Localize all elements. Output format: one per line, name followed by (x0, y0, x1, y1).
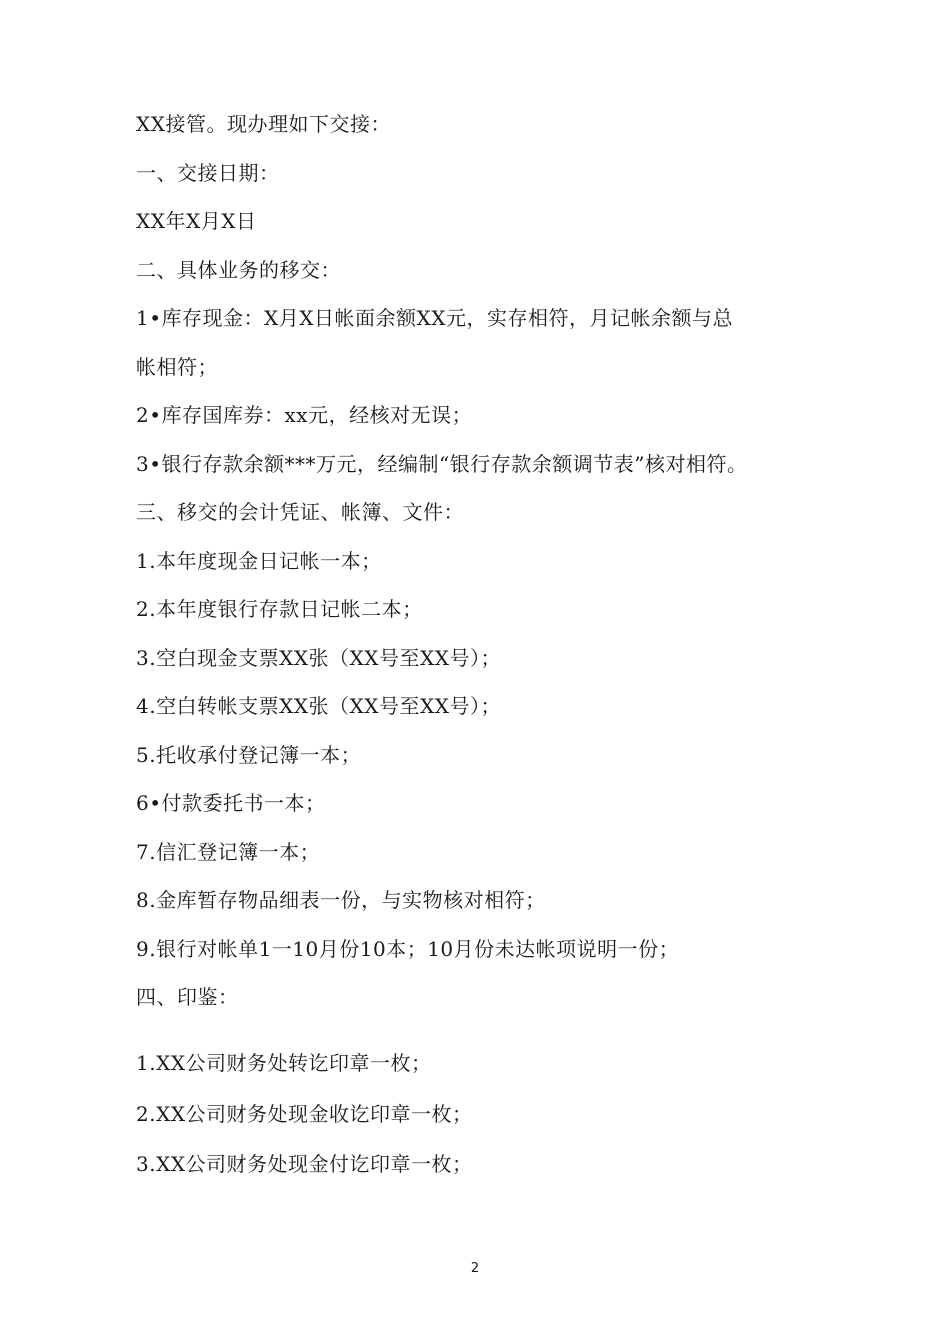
list-item: 7.信汇登记簿一本； (136, 840, 321, 864)
list-item: 6•付款委托书一本； (136, 791, 326, 815)
list-item: 1•库存现金：X月X日帐面余额XX元，实存相符，月记帐余额与总 (136, 306, 733, 330)
list-item: 3.空白现金支票XX张（XX号至XX号）； (136, 646, 502, 670)
text-line: 帐相符； (136, 355, 218, 379)
list-item: 8.金库暂存物品细表一份，与实物核对相符； (136, 888, 546, 912)
list-item: 9.银行对帐单1一10月份10本；10月份未达帐项说明一份； (136, 937, 680, 961)
section-heading: 三、移交的会计凭证、帐簿、文件： (136, 500, 464, 524)
list-item: 1.XX公司财务处转讫印章一枚； (136, 1051, 432, 1075)
list-item: 2•库存国库券：xx元，经核对无误； (136, 403, 473, 427)
section-heading: 一、交接日期： (136, 161, 280, 185)
section-heading: 二、具体业务的移交： (136, 258, 341, 282)
section-heading: 四、印鉴： (136, 985, 239, 1009)
list-item: 4.空白转帐支票XX张（XX号至XX号）； (136, 694, 502, 718)
list-item: 1.本年度现金日记帐一本； (136, 549, 382, 573)
text-line: XX年X月X日 (136, 209, 257, 233)
list-item: 3.XX公司财务处现金付讫印章一枚； (136, 1152, 473, 1176)
list-item: 3•银行存款余额***万元，经编制“银行存款余额调节表”核对相符。 (136, 452, 748, 476)
list-item: 5.托收承付登记簿一本； (136, 743, 362, 767)
list-item: 2.XX公司财务处现金收讫印章一枚； (136, 1102, 473, 1126)
list-item: 2.本年度银行存款日记帐二本； (136, 597, 423, 621)
page-number: 2 (470, 1261, 480, 1276)
text-line: XX接管。现办理如下交接： (136, 112, 391, 136)
